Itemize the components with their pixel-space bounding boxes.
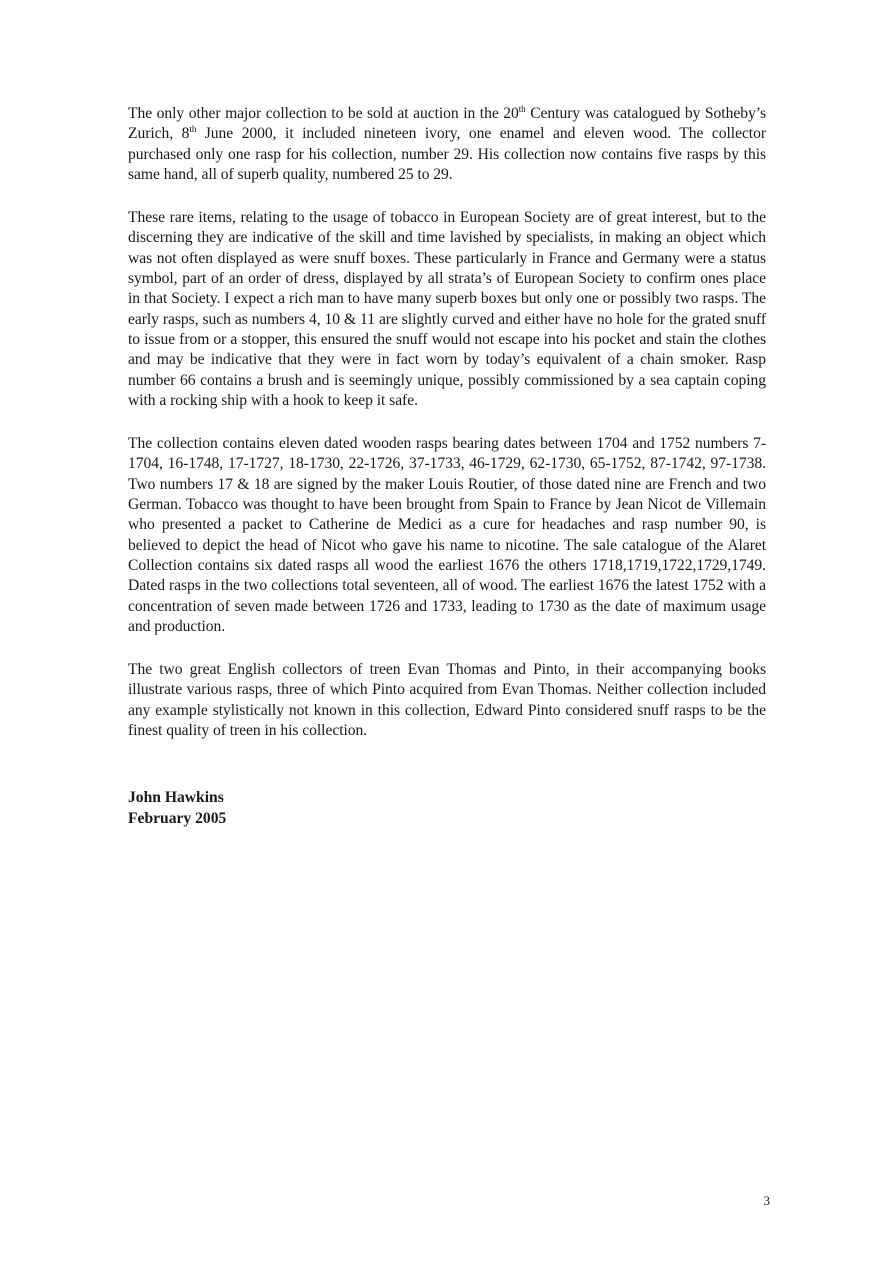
- ordinal-superscript: th: [518, 104, 526, 114]
- paragraph-auction-history: [128, 104, 766, 185]
- signature-date: February 2005: [128, 809, 227, 827]
- paragraph-text: Century was catalogued by Sotheby’s Zurich, 8: [128, 105, 766, 143]
- page-number: 3: [763, 1193, 770, 1208]
- paragraph-text: June 2000, it included nineteen ivory, one enamel and eleven wood. The collector purchased only one rasp for his collection, number 29. His collection now contains five rasps by this same hand, all of superb quality, numbered 25 to 29.: [128, 125, 766, 183]
- signature-block: [128, 788, 766, 829]
- document-page: [128, 104, 766, 829]
- author-name: John Hawkins: [128, 789, 224, 807]
- paragraph-english-collectors: The two great English collectors of treen Evan Thomas and Pinto, in their accompanying books illustrate various rasps, three of which Pinto acquired from Evan Thomas. Neither collection included any example stylistically not known in this collection, Edward Pinto considered snuff rasps to be the finest quality of treen in his collection.: [128, 661, 766, 740]
- paragraph-rare-items: These rare items, relating to the usage of tobacco in European Society are of great interest, but to the discerning they are indicative of the skill and time lavished by specialists, in making an object which was not often displayed as were snuff boxes. These particularly in France and Germany were a status symbol, part of an order of dress, displayed by all strata’s of European Society to confirm ones place in that Society. I expect a rich man to have many superb boxes but only one or possibly two rasps. The early rasps, such as numbers 4, 10 & 11 are slightly curved and either have no hole for the grated snuff to issue from or a stopper, this ensured the snuff would not escape into his pocket and stain the clothes and may be indicative that they were in fact worn by today’s equivalent of a chain smoker. Rasp number 66 contains a brush and is seemingly unique, possibly commissioned by a sea captain coping with a rocking ship with a hook to keep it safe.: [128, 209, 766, 409]
- paragraph-dated-rasps: The collection contains eleven dated wooden rasps bearing dates between 1704 and 1752 numbers 7-1704, 16-1748, 17-1727, 18-1730, 22-1726, 37-1733, 46-1729, 62-1730, 65-1752, 87-1742, 97-1738. Two numbers 17 & 18 are signed by the maker Louis Routier, of those dated nine are French and two German. Tobacco was thought to have been brought from Spain to France by Jean Nicot de Villemain who presented a packet to Catherine de Medici as a cure for headaches and rasp number 90, is believed to depict the head of Nicot who gave his name to nicotine. The sale catalogue of the Alaret Collection contains six dated rasps all wood the earliest 1676 the others 1718,1719,1722,1729,1749. Dated rasps in the two collections total seventeen, all of wood. The earliest 1676 the latest 1752 with a concentration of seven made between 1726 and 1733, leading to 1730 as the date of maximum usage and production.: [128, 435, 766, 635]
- paragraph-text: The only other major collection to be sold at auction in the 20: [128, 105, 519, 122]
- ordinal-superscript: th: [189, 124, 197, 135]
